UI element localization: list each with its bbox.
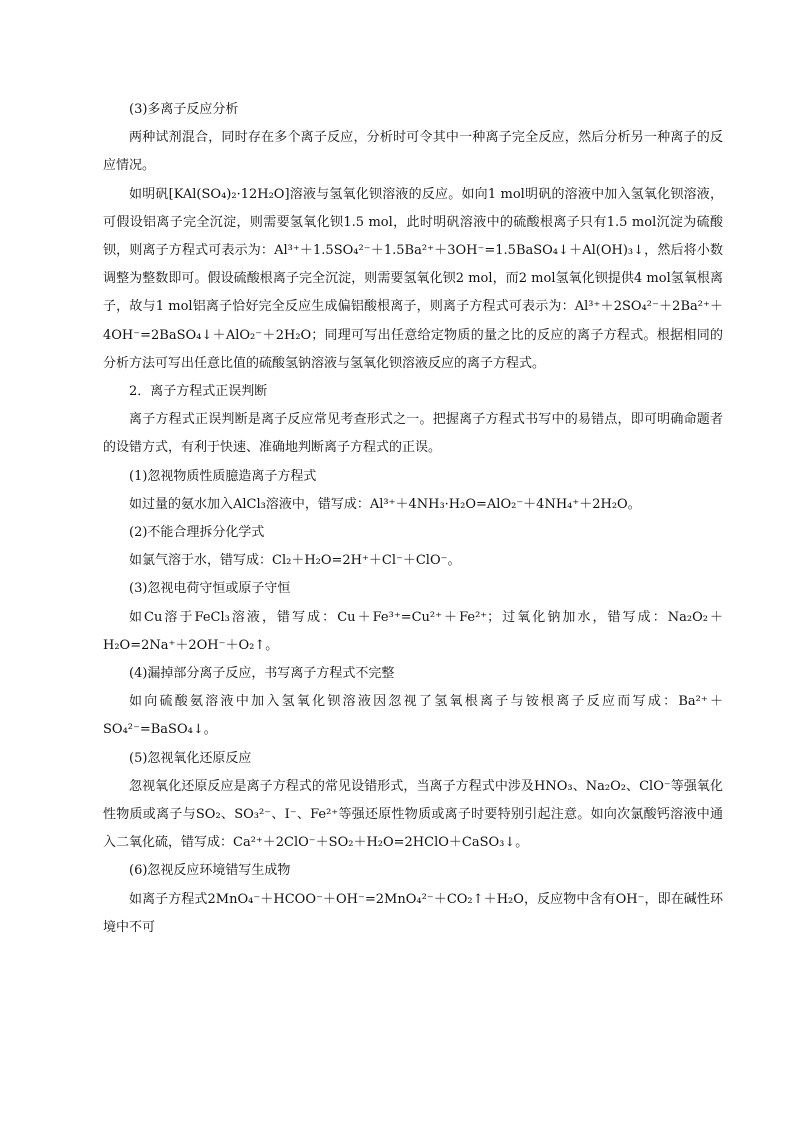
paragraph-5: 忽视氧化还原反应是离子方程式的常见设错形式，当离子方程式中涉及HNO₃、Na₂O₂、ClO⁻等强氧化性物质或离子与SO₂、SO₃²⁻、I⁻、Fe²⁺等强还原性物质或离子时要特别引起注意。如向次氯酸钙溶液中通入二氧化硫，错写成：Ca²⁺＋2ClO⁻＋SO₂＋H₂O=2HClO＋CaSO₃↓。 bbox=[103, 778, 723, 851]
paragraph-2: 如氯气溶于水，错写成：Cl₂＋H₂O=2H⁺＋Cl⁻＋ClO⁻。 bbox=[129, 553, 461, 569]
subheading-4: (4)漏掉部分离子反应，书写离子方程式不完整 bbox=[129, 666, 395, 682]
subheading-6: (6)忽视反应环境错写生成物 bbox=[129, 863, 291, 879]
subheading-2: (2)不能合理拆分化学式 bbox=[129, 525, 265, 541]
subheading-5: (5)忽视氧化还原反应 bbox=[129, 750, 252, 766]
paragraph-alum-example: 如明矾[KAl(SO₄)₂·12H₂O]溶液与氢氧化钡溶液的反应。如向1 mol明矾的溶液中加入氢氧化钡溶液，可假设铝离子完全沉淀，则需要氢氧化钡1.5 mol，此时明矾溶液中的硫酸根离子只有1.5 mol沉淀为硫酸钡，则离子方程式可表示为：Al³⁺＋1.5SO₄²⁻＋1.5Ba²⁺＋3OH⁻=1.5BaSO₄↓＋Al(OH)₃↓，然后将小数调整为整数即可。假设硫酸根离子完全沉淀，则需要氢氧化钡2 mol，而2 mol氢氧化钡提供4 mol氢氧根离子，故与1 mol铝离子恰好完全反应生成偏铝酸根离子，则离子方程式可表示为：Al³⁺＋2SO₄²⁻＋2Ba²⁺＋4OH⁻=2BaSO₄↓＋AlO₂⁻＋2H₂O；同理可写出任意给定物质的量之比的反应的离子方程式。根据相同的分析方法可写出任意比值的硫酸氢钠溶液与氢氧化钡溶液反应的离子方程式。 bbox=[103, 186, 723, 371]
subheading-multi-ion: (3)多离子反应分析 bbox=[129, 102, 239, 117]
document-body bbox=[103, 96, 723, 942]
paragraph-4: 如向硫酸氨溶液中加入氢氧化钡溶液因忽视了氢氧根离子与铵根离子反应而写成：Ba²⁺＋SO₄²⁻=BaSO₄↓。 bbox=[103, 694, 723, 738]
section-heading-judgement: 2．离子方程式正误判断 bbox=[129, 384, 268, 400]
paragraph-6: 如离子方程式2MnO₄⁻＋HCOO⁻＋OH⁻=2MnO₄²⁻＋CO₂↑＋H₂O，反应物中含有OH⁻，即在碱性环境中不可 bbox=[103, 891, 723, 935]
paragraph-3: 如Cu溶于FeCl₃溶液，错写成：Cu＋Fe³⁺=Cu²⁺＋Fe²⁺；过氧化钠加水，错写成：Na₂O₂＋H₂O=2Na⁺＋2OH⁻＋O₂↑。 bbox=[103, 609, 723, 653]
paragraph-1: 如过量的氨水加入AlCl₃溶液中，错写成：Al³⁺＋4NH₃·H₂O=AlO₂⁻＋4NH₄⁺＋2H₂O。 bbox=[129, 496, 641, 512]
subheading-1: (1)忽视物质性质臆造离子方程式 bbox=[129, 468, 317, 484]
paragraph-judgement-intro: 离子方程式正误判断是离子反应常见考查形式之一。把握离子方程式书写中的易错点，即可明确命题者的设错方式，有利于快速、准确地判断离子方程式的正误。 bbox=[103, 412, 723, 456]
paragraph-intro: 两种试剂混合，同时存在多个离子反应，分析时可令其中一种离子完全反应，然后分析另一种离子的反应情况。 bbox=[103, 130, 723, 174]
subheading-3: (3)忽视电荷守恒或原子守恒 bbox=[129, 581, 291, 597]
